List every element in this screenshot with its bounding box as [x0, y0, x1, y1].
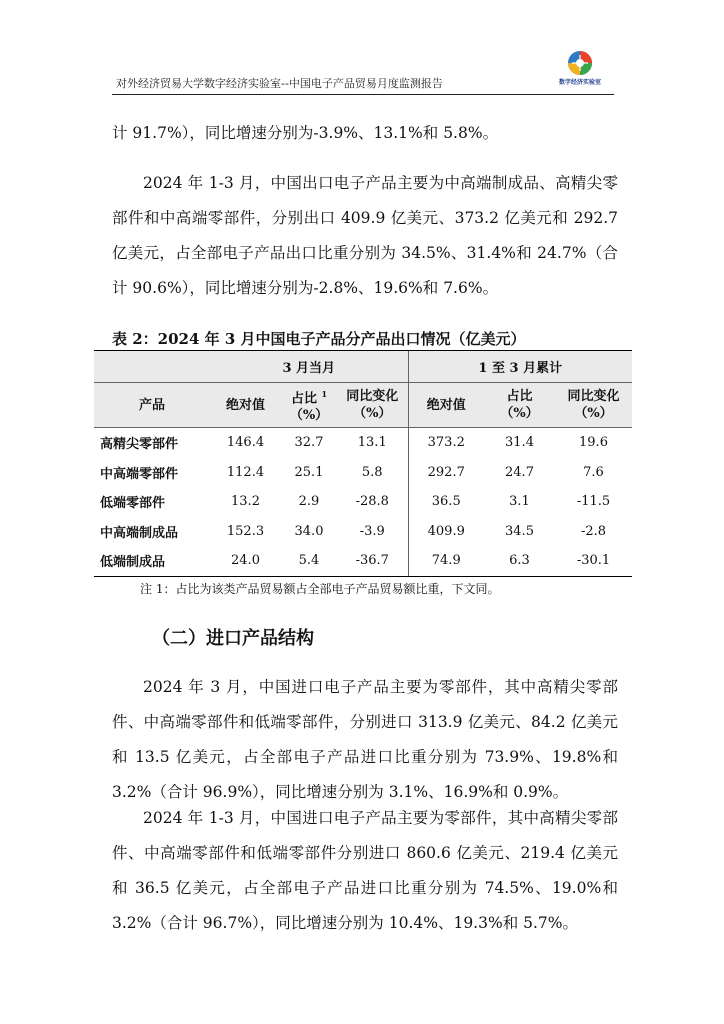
table-row: 高精尖零部件 146.4 32.7 13.1 373.2 31.4 19.6: [94, 428, 632, 458]
section-title: （二）进口产品结构: [152, 628, 314, 649]
paragraph-export-ytd: 2024 年 1-3 月，中国出口电子产品主要为中高端制成品、高精尖零部件和中高端零部件，分别出口 409.9 亿美元、373.2 亿美元和 292.7 亿美元，占全部电子产品出口比重分别为 34.5%、31.4%和 24.7%（合计 90.6%），同比增速分别为-2.8%、19.6%和 7.6%。: [112, 174, 618, 297]
lab-logo: [556, 50, 604, 90]
paragraph-import-ytd: 2024 年 1-3 月，中国进口电子产品主要为零部件，其中高精尖零部件、中高端零部件和低端零部件分别进口 860.6 亿美元、219.4 亿美元和 36.5 亿美元，占全部电子产品进口比重分别为 74.5%、19.0%和 3.2%（合计 96.7%），同比增速分别为 10.4%、19.3%和 5.7%。: [112, 809, 618, 932]
paragraph-continued: 计 91.7%），同比增速分别为-3.9%、13.1%和 5.8%。: [112, 124, 499, 142]
col-share-march: 占比 $^1$ （%）: [281, 383, 337, 428]
col-yoy-ytd: 同比变化 （%）: [555, 383, 632, 428]
header-title: 对外经济贸易大学数字经济实验室--中国电子产品贸易月度监测报告: [116, 77, 443, 90]
group-ytd: 1 至 3 月累计: [408, 351, 632, 383]
table-row: 中高端制成品 152.3 34.0 -3.9 409.9 34.5 -2.8: [94, 517, 632, 547]
col-yoy-march: 同比变化 （%）: [337, 383, 408, 428]
page-header: [112, 48, 614, 95]
table-column-header: [94, 383, 632, 428]
table-row: 低端制成品 24.0 5.4 -36.7 74.9 6.3 -30.1: [94, 546, 632, 576]
table-row: 中高端零部件 112.4 25.1 5.8 292.7 24.7 7.6: [94, 458, 632, 488]
paragraph-import-march: 2024 年 3 月，中国进口电子产品主要为零部件，其中高精尖零部件、中高端零部件和低端零部件，分别进口 313.9 亿美元、84.2 亿美元和 13.5 亿美元，占全部电子产品进口比重分别为 73.9%、19.8%和 3.2%（合计 96.9%），同比增速分别为 3.1%、16.9%和 0.9%。: [112, 678, 618, 801]
logo-text: 数字经济实验室: [558, 79, 601, 86]
globe-icon: [567, 50, 593, 76]
export-table: [94, 350, 632, 577]
col-share-ytd: 占比 （%）: [484, 383, 555, 428]
table-note: 注 1：占比为该类产品贸易额占全部电子产品贸易额比重，下文同。: [140, 582, 500, 596]
table-caption: 表 2：2024 年 3 月中国电子产品分产品出口情况（亿美元）: [112, 330, 526, 348]
col-abs-ytd: 绝对值: [408, 383, 484, 428]
table-row: 低端零部件 13.2 2.9 -28.8 36.5 3.1 -11.5: [94, 487, 632, 517]
table-group-header: [94, 351, 632, 383]
col-product: 产品: [94, 383, 210, 428]
group-march: 3 月当月: [210, 351, 408, 383]
col-abs-march: 绝对值: [210, 383, 281, 428]
